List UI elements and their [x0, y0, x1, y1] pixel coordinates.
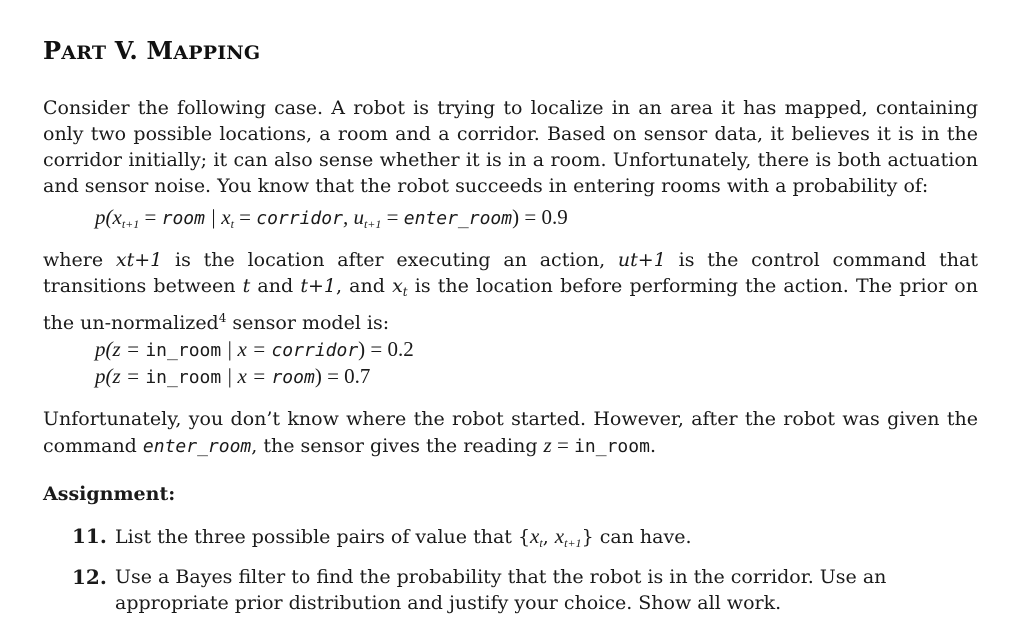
question-number: 12. [72, 565, 107, 589]
page-title: PART V. MAPPING [43, 36, 261, 65]
assignment-heading: Assignment: [43, 483, 176, 505]
sensor-model-room-equation: p(z = in_room | x = room) = 0.7 [95, 364, 371, 388]
observation-paragraph: Unfortunately, you don’t know where the robot started. However, after the robot was given the command enter_room, the sensor gives the reading z = in_room. [43, 408, 978, 457]
question-text: Use a Bayes filter to find the probability that the robot is in the corridor. Use an appropriate prior distribution and justify your choice. Show all work. [115, 566, 887, 614]
question-text: List the three possible pairs of value that {$x_t$, $x_{t+1}$} can have. [115, 524, 692, 550]
transition-equation: $p(x_{t+1}$ = room | $x_t$ = corridor, $u_{t+1}$ = enter_room) = 0.9 [95, 205, 568, 231]
question-12 [72, 564, 978, 616]
sensor-model-corridor-equation: p(z = in_room | x = corridor) = 0.2 [95, 337, 414, 361]
question-number: 11. [72, 524, 107, 548]
question-11 [72, 523, 978, 556]
footnote-marker: 4 [218, 311, 227, 325]
intro-paragraph: Consider the following case. A robot is trying to localize in an area it has mapped, containing only two possible locations, a room and a corridor. Based on sensor data, it believes it is in the corridor initially; it can also sense whether it is in a room. Unfortunately, there is both actuation and sensor noise. You know that the robot succeeds in entering rooms with a probability of: [43, 97, 978, 197]
definitions-paragraph: where xt+1 is the location after executing an action, ut+1 is the control command that transitions between t and t+1, and $x_t$ is the location before performing the action. The prior on the un-normalized$^4$ sensor model is: [43, 249, 978, 334]
